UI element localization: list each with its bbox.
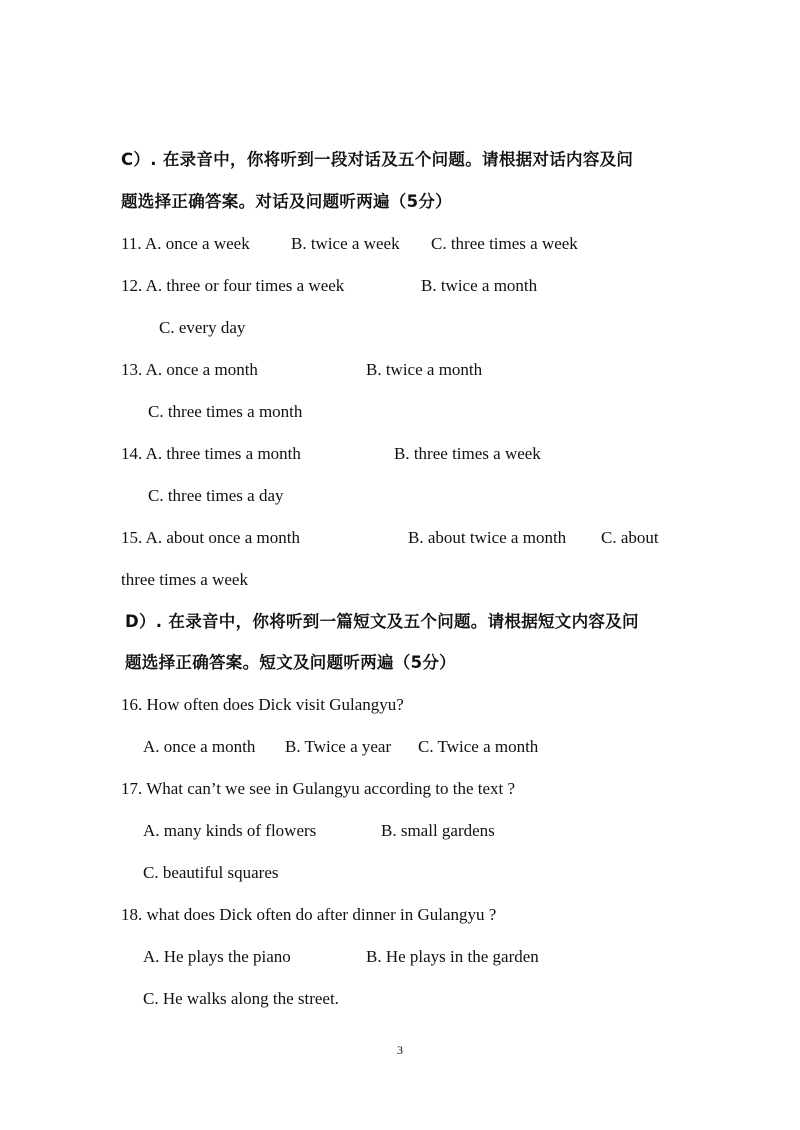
q11-option-b: B. twice a week [291, 234, 400, 253]
q11-option-c: C. three times a week [431, 234, 578, 253]
section-d-heading-line1: D）. 在录音中，你将听到一篇短文及五个问题。请根据短文内容及问 [125, 612, 639, 631]
section-c-heading-line2: 题选择正确答案。对话及问题听两遍（5分） [121, 192, 452, 211]
q17-option-a: A. many kinds of flowers [143, 821, 317, 840]
q16-option-b: B. Twice a year [285, 737, 392, 756]
section-d-heading-line2: 题选择正确答案。短文及问题听两遍（5分） [125, 653, 456, 672]
q13-option-b: B. twice a month [366, 360, 483, 379]
q18-option-a: A. He plays the piano [143, 947, 291, 966]
page-number: 3 [397, 1043, 403, 1057]
q14-option-c: C. three times a day [148, 486, 284, 505]
q15-option-b: B. about twice a month [408, 528, 567, 547]
q12-option-a: 12. A. three or four times a week [121, 276, 345, 295]
q15-option-c: C. about [601, 528, 659, 547]
q16-option-a: A. once a month [143, 737, 256, 756]
q17-option-b: B. small gardens [381, 821, 495, 840]
q17-question: 17. What can’t we see in Gulangyu according to the text ? [121, 779, 516, 798]
section-c-heading-line1: C）. 在录音中，你将听到一段对话及五个问题。请根据对话内容及问 [121, 150, 634, 169]
q11-option-a: 11. A. once a week [121, 234, 250, 253]
q14-option-a: 14. A. three times a month [121, 444, 301, 463]
q13-option-a: 13. A. once a month [121, 360, 258, 379]
q15-option-a: 15. A. about once a month [121, 528, 300, 547]
q18-option-c: C. He walks along the street. [143, 989, 339, 1008]
q18-option-b: B. He plays in the garden [366, 947, 539, 966]
q12-option-b: B. twice a month [421, 276, 538, 295]
q13-option-c: C. three times a month [148, 402, 303, 421]
q18-question: 18. what does Dick often do after dinner in Gulangyu ? [121, 905, 497, 924]
q16-option-c: C. Twice a month [418, 737, 539, 756]
q12-option-c: C. every day [159, 318, 246, 337]
q14-option-b: B. three times a week [394, 444, 541, 463]
q16-question: 16. How often does Dick visit Gulangyu? [121, 695, 404, 714]
q17-option-c: C. beautiful squares [143, 863, 279, 882]
q15-option-c-continued: three times a week [121, 570, 248, 589]
